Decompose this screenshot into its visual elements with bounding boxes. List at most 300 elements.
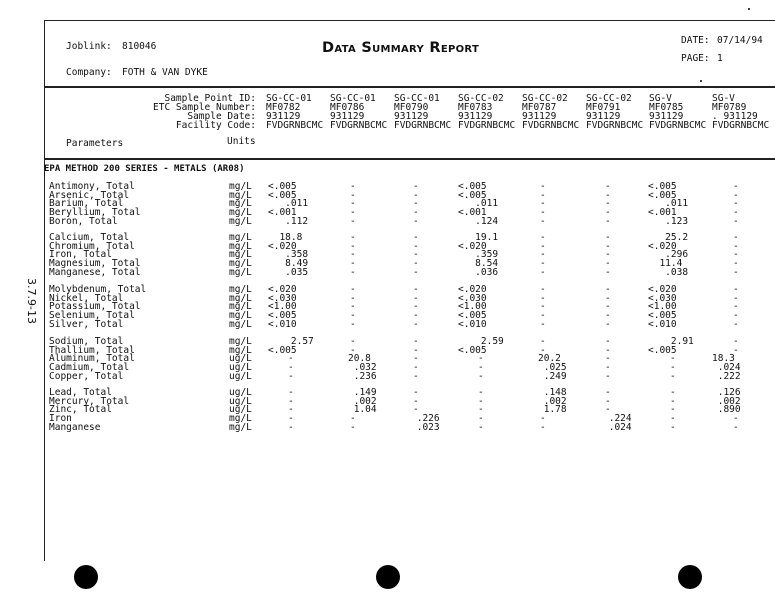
cell-value: .011	[268, 198, 309, 210]
cell-value: -	[413, 344, 419, 356]
cell-value: -	[413, 181, 419, 192]
cell-value: <1.00	[648, 301, 677, 313]
cell-value: -	[478, 387, 484, 398]
parameter-unit: mg/L	[229, 318, 252, 330]
cell-value: .002	[538, 395, 567, 407]
parameter-unit: mg/L	[229, 249, 252, 261]
cell-value: -	[670, 387, 676, 398]
column-7-number: MF0785	[649, 102, 684, 113]
column-8-date: . 931129	[712, 111, 758, 122]
parameter-name: Iron	[49, 413, 72, 425]
parameter-unit: ug/L	[229, 395, 252, 407]
column-2-date: 931129	[330, 111, 365, 122]
cell-value: -	[540, 421, 546, 433]
cell-value: -	[605, 232, 611, 243]
parameter-name: Potassium, Total	[49, 301, 141, 313]
cell-value: <.005	[268, 344, 297, 356]
cell-value: -	[413, 310, 419, 322]
parameter-unit: ug/L	[229, 353, 252, 365]
parameter-name: Selenium, Total	[49, 310, 135, 322]
parameter-unit: mg/L	[229, 232, 252, 243]
cell-value: 18.8	[268, 232, 303, 243]
column-4-date: 931129	[458, 111, 493, 122]
cell-value: -	[413, 353, 419, 365]
cell-value: -	[540, 181, 546, 192]
column-3-facility: FVDGRNBCMC	[394, 120, 452, 131]
cell-value: .112	[268, 215, 309, 227]
cell-value: -	[605, 266, 611, 278]
column-5-date: 931129	[522, 111, 557, 122]
cell-value: -	[605, 258, 611, 270]
parameter-unit: mg/L	[229, 258, 252, 270]
cell-value: -	[350, 240, 356, 252]
cell-value: -	[540, 215, 546, 227]
cell-value: .011	[648, 198, 689, 210]
cell-value: <1.00	[458, 301, 487, 313]
cell-value: -	[350, 266, 356, 278]
column-5-point: SG-CC-02	[522, 93, 568, 104]
column-8-facility: FVDGRNBCMC	[712, 120, 770, 131]
cell-value: <.030	[268, 292, 297, 304]
cell-value: 8.49	[268, 258, 309, 270]
cell-value: -	[605, 207, 611, 219]
column-2-number: MF0786	[330, 102, 365, 113]
parameter-name: Thallium, Total	[49, 344, 135, 356]
cell-value: -	[350, 189, 356, 201]
cell-value: -	[540, 258, 546, 270]
cell-value: .011	[458, 198, 499, 210]
cell-value: -	[540, 292, 546, 304]
cell-value: .222	[712, 370, 741, 382]
cell-value: -	[605, 284, 611, 295]
cell-value: -	[413, 292, 419, 304]
cell-value: -	[288, 370, 294, 382]
cell-value: -	[540, 318, 546, 330]
cell-value: -	[605, 189, 611, 201]
cell-value: -	[540, 336, 546, 347]
cell-value: -	[413, 240, 419, 252]
cell-value: .023	[411, 421, 440, 433]
column-6-facility: FVDGRNBCMC	[586, 120, 644, 131]
cell-value: -	[605, 215, 611, 227]
cell-value: -	[605, 336, 611, 347]
cell-value: -	[670, 353, 676, 365]
column-4-point: SG-CC-02	[458, 93, 504, 104]
cell-value: -	[605, 353, 611, 365]
cell-value: <.001	[268, 207, 297, 219]
facility-label: Facility Code:	[175, 120, 256, 131]
column-5-number: MF0787	[522, 102, 557, 113]
parameter-unit: mg/L	[229, 189, 252, 201]
cell-value: -	[540, 310, 546, 322]
parameter-name: Lead, Total	[49, 387, 112, 398]
cell-value: .024	[712, 362, 741, 374]
cell-value: -	[733, 421, 739, 433]
cell-value: .224	[603, 413, 632, 425]
cell-value: -	[413, 318, 419, 330]
scan-speck	[700, 80, 702, 82]
cell-value: 1.78	[538, 404, 567, 416]
cell-value: -	[478, 353, 484, 365]
cell-value: -	[350, 215, 356, 227]
parameter-name: Manganese	[49, 421, 101, 433]
cell-value: -	[605, 395, 611, 407]
cell-value: -	[540, 266, 546, 278]
column-7-facility: FVDGRNBCMC	[649, 120, 707, 131]
cell-value: .002	[712, 395, 741, 407]
column-2-point: SG-CC-01	[330, 93, 376, 104]
cell-value: <.005	[648, 310, 677, 322]
cell-value: .035	[268, 266, 309, 278]
column-6-date: 931129	[586, 111, 621, 122]
cell-value: -	[670, 362, 676, 374]
cell-value: <.010	[268, 318, 297, 330]
parameter-name: Sodium, Total	[49, 336, 124, 347]
parameter-unit: mg/L	[229, 336, 252, 347]
sample-date-label: Sample Date:	[187, 111, 256, 122]
cell-value: -	[733, 284, 739, 295]
cell-value: -	[413, 362, 419, 374]
parameter-name: Nickel, Total	[49, 292, 124, 304]
parameter-unit: mg/L	[229, 215, 252, 227]
column-1-date: 931129	[266, 111, 301, 122]
cell-value: -	[413, 387, 419, 398]
cell-value: .149	[348, 387, 377, 398]
cell-value: -	[605, 344, 611, 356]
cell-value: -	[733, 240, 739, 252]
cell-value: 2.57	[268, 336, 314, 347]
cell-value: <.005	[268, 189, 297, 201]
parameter-unit: mg/L	[229, 284, 252, 295]
cell-value: .148	[538, 387, 567, 398]
cell-value: -	[540, 189, 546, 201]
cell-value: -	[733, 181, 739, 192]
header-divider	[44, 86, 775, 88]
cell-value: -	[670, 421, 676, 433]
cell-value: -	[413, 232, 419, 243]
cell-value: -	[478, 370, 484, 382]
cell-value: .025	[538, 362, 567, 374]
parameter-name: Mercury, Total	[49, 395, 130, 407]
cell-value: 2.59	[458, 336, 504, 347]
column-7-date: 931129	[649, 111, 684, 122]
cell-value: -	[413, 198, 419, 210]
cell-value: -	[670, 404, 676, 416]
cell-value: 19.1	[458, 232, 499, 243]
parameter-unit: ug/L	[229, 387, 252, 398]
cell-value: <.020	[458, 284, 487, 295]
parameter-name: Beryllium, Total	[49, 207, 141, 219]
cell-value: -	[540, 301, 546, 313]
cell-value: 2.91	[648, 336, 694, 347]
scan-speck	[748, 8, 750, 10]
cell-value: -	[478, 404, 484, 416]
cell-value: .036	[458, 266, 499, 278]
cell-value: -	[478, 421, 484, 433]
parameter-unit: ug/L	[229, 362, 252, 374]
parameter-name: Copper, Total	[49, 370, 124, 382]
cell-value: -	[350, 421, 356, 433]
cell-value: -	[288, 404, 294, 416]
cell-value: -	[350, 413, 356, 425]
parameter-name: Molybdenum, Total	[49, 284, 147, 295]
parameter-unit: mg/L	[229, 198, 252, 210]
cell-value: <.020	[268, 284, 297, 295]
cell-value: -	[413, 207, 419, 219]
parameter-name: Barium, Total	[49, 198, 124, 210]
parameter-name: Magnesium, Total	[49, 258, 141, 270]
cell-value: -	[413, 258, 419, 270]
parameter-name: Calcium, Total	[49, 232, 130, 243]
cell-value: -	[288, 387, 294, 398]
cell-value: -	[288, 413, 294, 425]
cell-value: -	[350, 318, 356, 330]
cell-value: -	[350, 232, 356, 243]
cell-value: -	[733, 215, 739, 227]
cell-value: -	[413, 301, 419, 313]
section-divider	[44, 158, 775, 160]
column-6-number: MF0791	[586, 102, 621, 113]
cell-value: <.020	[268, 240, 297, 252]
cell-value: .890	[712, 404, 741, 416]
parameter-name: Aluminum, Total	[49, 353, 135, 365]
cell-value: -	[350, 284, 356, 295]
parameter-unit: mg/L	[229, 413, 252, 425]
cell-value: .024	[603, 421, 632, 433]
cell-value: .038	[648, 266, 689, 278]
cell-value: <.020	[458, 240, 487, 252]
cell-value: <.030	[648, 292, 677, 304]
column-4-number: MF0783	[458, 102, 493, 113]
cell-value: -	[540, 207, 546, 219]
cell-value: -	[478, 362, 484, 374]
cell-value: -	[288, 362, 294, 374]
parameter-unit: mg/L	[229, 344, 252, 356]
cell-value: -	[733, 232, 739, 243]
cell-value: -	[540, 344, 546, 356]
cell-value: -	[288, 353, 294, 365]
cell-value: -	[413, 189, 419, 201]
cell-value: 25.2	[648, 232, 689, 243]
cell-value: <.005	[648, 344, 677, 356]
parameter-unit: mg/L	[229, 421, 252, 433]
cell-value: -	[478, 413, 484, 425]
punch-hole-center	[376, 565, 400, 589]
cell-value: -	[670, 413, 676, 425]
cell-value: -	[605, 198, 611, 210]
cell-value: .032	[348, 362, 377, 374]
parameter-unit: ug/L	[229, 370, 252, 382]
cell-value: <.005	[458, 189, 487, 201]
cell-value: -	[350, 336, 356, 347]
cell-value: -	[605, 249, 611, 261]
cell-value: -	[540, 240, 546, 252]
cell-value: .124	[458, 215, 499, 227]
cell-value: .358	[268, 249, 309, 261]
column-6-point: SG-CC-02	[586, 93, 632, 104]
cell-value: -	[670, 395, 676, 407]
cell-value: -	[733, 249, 739, 261]
parameter-name: Cadmium, Total	[49, 362, 130, 374]
cell-value: -	[413, 336, 419, 347]
company-value: FOTH & VAN DYKE	[122, 67, 208, 78]
parameter-unit: mg/L	[229, 301, 252, 313]
cell-value: -	[733, 413, 739, 425]
cell-value: <.005	[268, 181, 297, 192]
cell-value: .123	[648, 215, 689, 227]
cell-value: -	[478, 395, 484, 407]
parameter-unit: mg/L	[229, 292, 252, 304]
page-value: 1	[717, 53, 723, 64]
cell-value: 20.8	[348, 353, 371, 365]
parameter-name: Iron, Total	[49, 249, 112, 261]
cell-value: -	[733, 301, 739, 313]
column-3-number: MF0790	[394, 102, 429, 113]
column-5-facility: FVDGRNBCMC	[522, 120, 580, 131]
cell-value: -	[413, 249, 419, 261]
punch-hole-left	[74, 565, 98, 589]
cell-value: -	[733, 336, 739, 347]
cell-value: -	[670, 370, 676, 382]
parameter-name: Antimony, Total	[49, 181, 135, 192]
cell-value: -	[605, 318, 611, 330]
cell-value: -	[605, 310, 611, 322]
cell-value: -	[733, 189, 739, 201]
cell-value: .359	[458, 249, 499, 261]
cell-value: -	[605, 301, 611, 313]
column-8-number: MF0789	[712, 102, 747, 113]
cell-value: .249	[538, 370, 567, 382]
parameter-unit: mg/L	[229, 181, 252, 192]
cell-value: -	[605, 404, 611, 416]
cell-value: -	[413, 370, 419, 382]
cell-value: -	[350, 301, 356, 313]
parameter-name: Manganese, Total	[49, 266, 141, 278]
cell-value: 20.2	[538, 353, 561, 365]
cell-value: -	[540, 413, 546, 425]
cell-value: <.005	[648, 181, 677, 192]
cell-value: -	[350, 207, 356, 219]
cell-value: <1.00	[268, 301, 297, 313]
parameters-header: Parameters	[66, 138, 124, 149]
cell-value: -	[540, 198, 546, 210]
units-header: Units	[227, 136, 256, 147]
cell-value: -	[733, 198, 739, 210]
cell-value: <.005	[648, 189, 677, 201]
cell-value: <.030	[458, 292, 487, 304]
cell-value: -	[605, 181, 611, 192]
column-3-point: SG-CC-01	[394, 93, 440, 104]
cell-value: -	[605, 387, 611, 398]
cell-value: -	[540, 284, 546, 295]
cell-value: <.010	[648, 318, 677, 330]
company-label: Company:	[66, 67, 112, 78]
column-7-point: SG-V	[649, 93, 672, 104]
section-title: EPA METHOD 200 SERIES - METALS (AR08)	[44, 164, 245, 174]
cell-value: -	[733, 207, 739, 219]
cell-value: <.020	[648, 240, 677, 252]
cell-value: -	[413, 215, 419, 227]
parameter-name: Silver, Total	[49, 318, 124, 330]
cell-value: -	[288, 395, 294, 407]
cell-value: -	[733, 266, 739, 278]
cell-value: 8.54	[458, 258, 499, 270]
sample-point-label: Sample Point ID:	[164, 93, 256, 104]
cell-value: 11.4	[648, 258, 683, 270]
cell-value: -	[605, 240, 611, 252]
date-value: 07/14/94	[717, 35, 763, 46]
parameter-unit: mg/L	[229, 266, 252, 278]
cell-value: <.001	[458, 207, 487, 219]
column-8-point: SG-V	[712, 93, 735, 104]
cell-value: -	[350, 181, 356, 192]
cell-value: -	[350, 310, 356, 322]
cell-value: -	[413, 395, 419, 407]
parameter-unit: mg/L	[229, 207, 252, 219]
punch-hole-right	[678, 565, 702, 589]
report-title: Data Summary Report	[322, 40, 480, 56]
parameter-name: Boron, Total	[49, 215, 118, 227]
cell-value: <.010	[458, 318, 487, 330]
column-2-facility: FVDGRNBCMC	[330, 120, 388, 131]
cell-value: -	[413, 404, 419, 416]
cell-value: 1.04	[348, 404, 377, 416]
cell-value: <.005	[458, 310, 487, 322]
cell-value: <.020	[648, 284, 677, 295]
cell-value: -	[350, 258, 356, 270]
cell-value: -	[350, 344, 356, 356]
date-label: DATE:	[681, 35, 710, 46]
joblink-label: Joblink:	[66, 41, 112, 52]
column-1-facility: FVDGRNBCMC	[266, 120, 324, 131]
cell-value: <.005	[458, 181, 487, 192]
cell-value: <.005	[268, 310, 297, 322]
cell-value: -	[733, 318, 739, 330]
cell-value: -	[413, 266, 419, 278]
margin-note: 3.7.9-13	[25, 278, 38, 324]
cell-value: .296	[648, 249, 689, 261]
cell-value: -	[605, 292, 611, 304]
cell-value: 18.3	[712, 353, 735, 365]
cell-value: -	[605, 370, 611, 382]
cell-value: -	[350, 292, 356, 304]
cell-value: <.001	[648, 207, 677, 219]
cell-value: .126	[712, 387, 741, 398]
cell-value: <.005	[458, 344, 487, 356]
parameter-name: Arsenic, Total	[49, 189, 130, 201]
column-1-number: MF0782	[266, 102, 301, 113]
parameter-unit: ug/L	[229, 404, 252, 416]
cell-value: -	[540, 232, 546, 243]
cell-value: -	[733, 310, 739, 322]
cell-value: -	[733, 258, 739, 270]
column-1-point: SG-CC-01	[266, 93, 312, 104]
parameter-name: Zinc, Total	[49, 404, 112, 416]
cell-value: -	[733, 292, 739, 304]
cell-value: -	[288, 421, 294, 433]
etc-number-label: ETC Sample Number:	[153, 102, 256, 113]
column-4-facility: FVDGRNBCMC	[458, 120, 516, 131]
cell-value: .236	[348, 370, 377, 382]
cell-value: -	[540, 249, 546, 261]
column-3-date: 931129	[394, 111, 429, 122]
parameter-unit: mg/L	[229, 240, 252, 252]
joblink-value: 810046	[122, 41, 157, 52]
parameter-unit: mg/L	[229, 310, 252, 322]
cell-value: -	[733, 344, 739, 356]
cell-value: -	[350, 249, 356, 261]
cell-value: .002	[348, 395, 377, 407]
